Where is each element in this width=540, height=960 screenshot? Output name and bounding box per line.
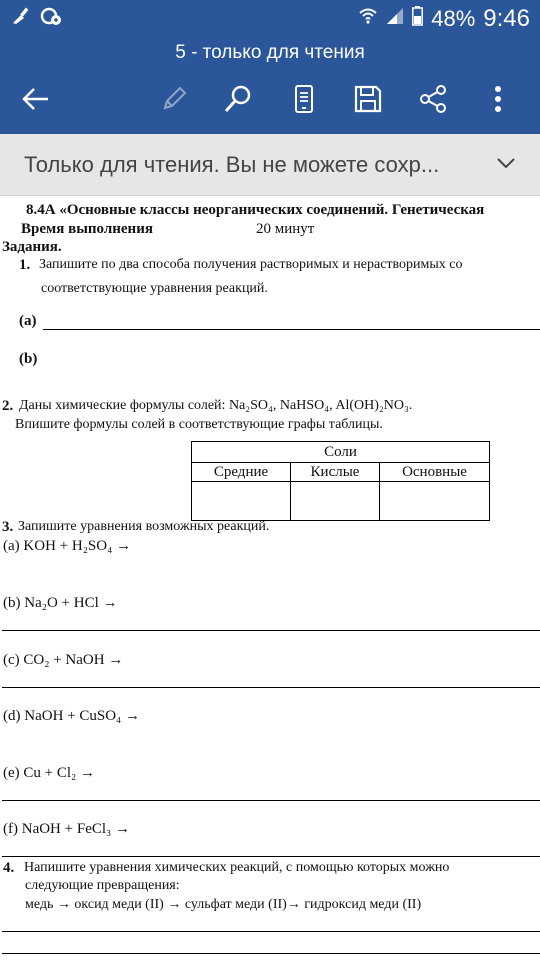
back-arrow-icon — [20, 86, 50, 117]
read-only-message: Только для чтения. Вы не можете сохр... — [24, 151, 440, 177]
edit-button[interactable] — [154, 68, 194, 134]
table-cell-acidic[interactable] — [291, 482, 380, 521]
doc-heading: 8.4А «Основные классы неорганических соединений. Генетическая — [26, 202, 485, 218]
reaction-b: (b) Na₂O + HCl → — [3, 595, 118, 611]
reaction-f: (f) NaOH + FeCl₃ → — [3, 821, 131, 837]
q1-number: 1. — [19, 257, 31, 273]
share-button[interactable] — [413, 68, 453, 134]
document-title: 5 - только для чтения — [0, 37, 540, 68]
save-button[interactable] — [348, 68, 388, 134]
q4-text-line3: медь → оксид меди (II) → сульфат меди (II)→ гидроксид меди (II) — [25, 897, 422, 912]
tasks-label: Задания. — [2, 239, 62, 255]
pencil-icon — [159, 84, 189, 119]
q2-number: 2. — [2, 398, 14, 414]
q4-text-line2: следующие превращения: — [25, 878, 180, 893]
search-button[interactable] — [218, 68, 258, 134]
q3-number: 3. — [2, 519, 14, 535]
q3-text: Запишите уравнения возможных реакций. — [18, 519, 270, 534]
q1-answer-b-label: (b) — [19, 351, 38, 367]
time-value: 20 минут — [256, 221, 315, 237]
back-button[interactable] — [15, 68, 55, 134]
more-options-button[interactable] — [478, 68, 518, 134]
answer-line[interactable] — [2, 687, 540, 688]
q4-number: 4. — [3, 860, 15, 876]
salts-table-header: Соли — [192, 442, 490, 463]
search-icon — [223, 84, 253, 119]
save-icon — [353, 84, 383, 119]
battery-icon — [412, 6, 423, 31]
share-icon — [418, 84, 448, 119]
read-only-banner — [0, 134, 540, 196]
reaction-e: (e) Cu + Cl₂ → — [3, 765, 96, 781]
battery-percent: 48% — [431, 5, 476, 31]
q1-text: Запишите по два способа получения растворимых и нерастворимых со — [39, 257, 463, 272]
time-label: Время выполнения — [21, 221, 153, 237]
column-header-basic: Основные — [380, 463, 490, 482]
answer-line[interactable] — [2, 800, 540, 801]
status-bar — [0, 0, 540, 37]
chevron-down-icon — [496, 156, 516, 173]
column-header-medium: Средние — [192, 463, 291, 482]
reaction-a: (a) KOH + H₂SO₄ → — [3, 538, 132, 554]
q1-text-line2: соответствующие уравнения реакций. — [41, 281, 268, 296]
broom-icon — [10, 6, 30, 31]
reaction-d: (d) NaOH + CuSO₄ → — [3, 708, 141, 724]
reaction-c: (c) CO₂ + NaOH → — [3, 652, 124, 668]
q1-answer-a-label: (a) — [19, 313, 37, 329]
salts-table — [191, 441, 490, 521]
table-cell-basic[interactable] — [380, 482, 490, 521]
wifi-icon — [358, 7, 378, 30]
q2-text: Даны химические формулы солей: Na₂SO₄, NaHSO₄, Al(OH)₂NO₃. — [19, 398, 413, 413]
document-page[interactable] — [0, 196, 540, 960]
table-cell-medium[interactable] — [192, 482, 291, 521]
q2-text-line2: Впишите формулы солей в соответствующие графы таблицы. — [15, 417, 383, 432]
data-saver-icon — [40, 6, 62, 31]
answer-line[interactable] — [2, 630, 540, 631]
toolbar — [0, 68, 540, 134]
reading-mode-icon — [292, 84, 316, 119]
clock: 9:46 — [483, 4, 530, 32]
signal-icon — [386, 7, 404, 30]
reading-mode-button[interactable] — [284, 68, 324, 134]
answer-line[interactable] — [2, 953, 540, 954]
more-icon — [494, 85, 502, 118]
answer-line[interactable] — [2, 856, 540, 857]
answer-line[interactable] — [2, 931, 540, 932]
expand-banner-button[interactable] — [496, 156, 516, 174]
q1-answer-a-line[interactable] — [43, 329, 540, 330]
column-header-acidic: Кислые — [291, 463, 380, 482]
q4-text: Напишите уравнения химических реакций, с помощью которых можно — [24, 860, 450, 875]
